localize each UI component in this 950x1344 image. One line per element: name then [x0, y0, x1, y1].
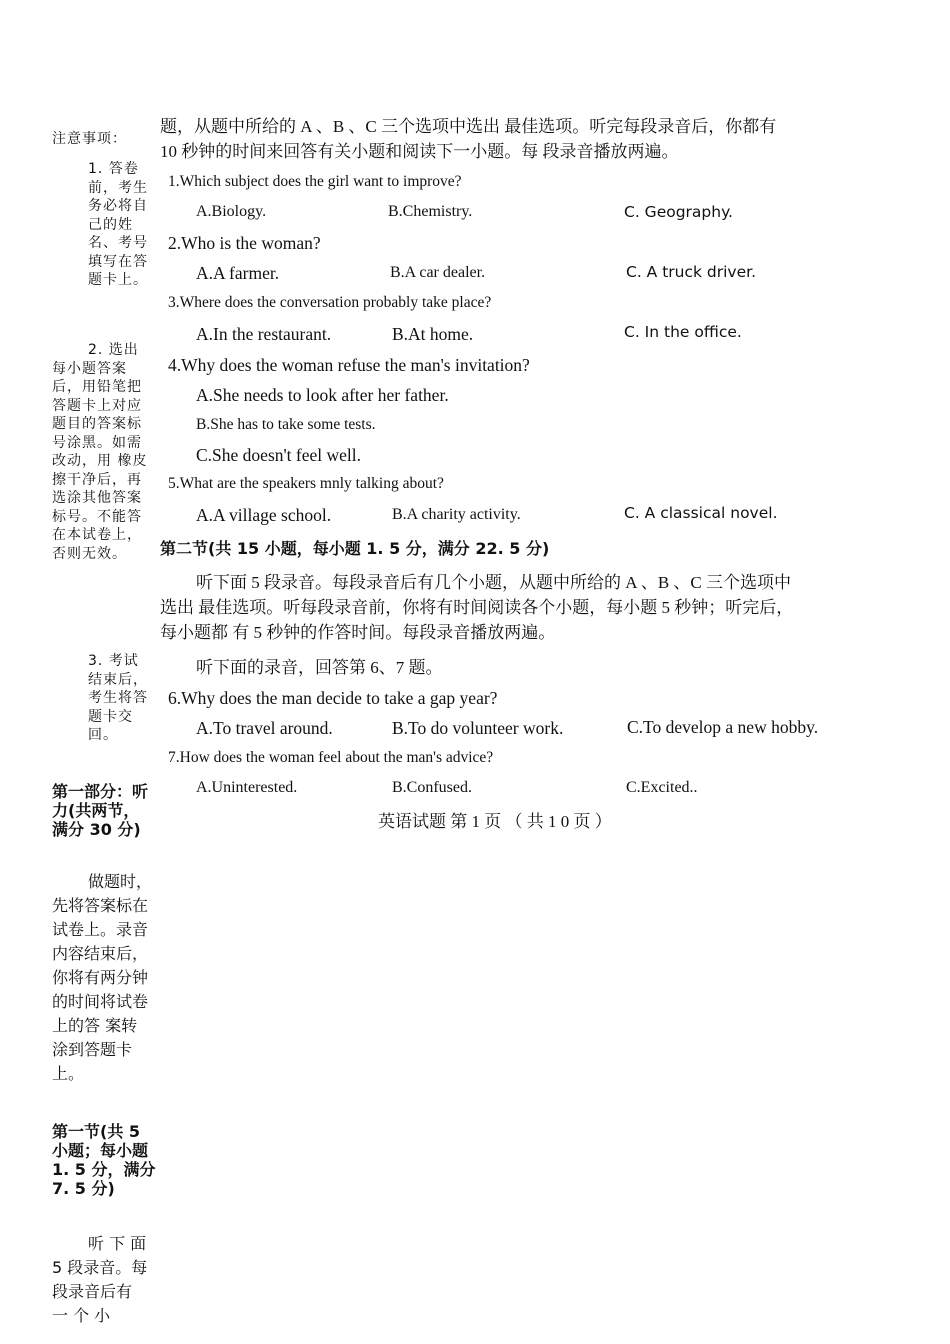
question-6-option-a: A.To travel around. — [196, 718, 333, 738]
question-7-option-c: C.Excited.. — [626, 779, 698, 796]
question-4-option-a: A.She needs to look after her father. — [196, 385, 449, 405]
sub-section-intro: 听下面的录音，回答第 6、7 题。 — [196, 658, 443, 677]
section2-heading: 第二节(共 15 小题，每小题 1. 5 分，满分 22. 5 分) — [160, 539, 550, 558]
section2-instructions-line-2: 选出 最佳选项。听每段录音前，你将有时间阅读各个小题，每小题 5 秒钟；听完后， — [160, 598, 794, 617]
section1-instructions: 听 下 面 5 段录音。每段录音后有 一 个 小 — [52, 1234, 148, 1325]
question-4-option-b: B.She has to take some tests. — [196, 416, 376, 433]
question-4-stem: 4.Why does the woman refuse the man's invitation? — [168, 355, 530, 375]
question-3-option-a: A.In the restaurant. — [196, 324, 332, 344]
notice-item-2: 2. 选出每小题答案后，用铅笔把答题卡上对应题目的答案标号涂黑。如需改动，用 橡皮擦干净后，再选涂其他答案标号。不能答在本试卷上，否则无效。 — [52, 342, 148, 562]
section2-instructions-line-3: 每小题都 有 5 秒钟的作答时间。每段录音播放两遍。 — [160, 623, 556, 642]
question-5-option-c: C. A classical novel. — [624, 504, 778, 522]
question-2-option-b: B.A car dealer. — [390, 264, 486, 281]
question-7-stem: 7.How does the woman feel about the man's advice? — [168, 749, 494, 766]
question-3-option-b: B.At home. — [392, 324, 474, 344]
question-6-stem: 6.Why does the man decide to take a gap year? — [168, 688, 498, 708]
part1-instructions: 做题时，先将答案标在试卷上。录音内容结束后，你将有两分钟的时间将试卷上的答 案转涂到答题卡上。 — [52, 872, 153, 1083]
part1-heading: 第一部分：听力(共两节，满分 30 分) — [52, 782, 149, 839]
question-2-stem: 2.Who is the woman? — [168, 233, 321, 253]
question-1-option-a: A.Biology. — [196, 203, 267, 220]
question-5-stem: 5.What are the speakers mnly talking about? — [168, 475, 444, 492]
question-3-stem: 3.Where does the conversation probably take place? — [168, 294, 492, 311]
question-4-option-c: C.She doesn't feel well. — [196, 445, 361, 465]
section1-heading: 第一节(共 5 小题；每小题 1. 5 分，满分 7. 5 分) — [52, 1122, 156, 1198]
question-5-option-a: A.A village school. — [196, 505, 332, 525]
question-1-option-b: B.Chemistry. — [388, 203, 473, 220]
question-3-option-c: C. In the office. — [624, 323, 742, 341]
section2-instructions-line-1: 听下面 5 段录音。每段录音后有几个小题，从题中所给的 A 、B 、C 三个选项中 — [196, 573, 792, 592]
question-6-option-c: C.To develop a new hobby. — [627, 717, 819, 737]
question-1-option-c: C. Geography. — [624, 203, 733, 221]
question-7-option-a: A.Uninterested. — [196, 779, 298, 796]
question-5-option-b: B.A charity activity. — [392, 506, 521, 523]
intro-line-1: 题，从题中所给的 A 、B 、C 三个选项中选出 最佳选项。听完每段录音后，你都有 — [160, 117, 777, 136]
notice-item-3: 3. 考试结束后，考生将答题卡交回。 — [88, 653, 148, 743]
notice-title: 注意事项： — [52, 131, 127, 147]
notice-item-1: 1. 答卷前，考生务必将自己的姓名、考号填写在答题卡上。 — [88, 161, 148, 288]
question-6-option-b: B.To do volunteer work. — [392, 718, 564, 738]
question-2-option-c: C. A truck driver. — [626, 263, 757, 281]
page-footer: 英语试题 第 1 页 （ 共 1 0 页 ） — [378, 812, 612, 831]
question-7-option-b: B.Confused. — [392, 779, 472, 796]
question-2-option-a: A.A farmer. — [196, 263, 280, 283]
intro-line-2: 10 秒钟的时间来回答有关小题和阅读下一小题。每 段录音播放两遍。 — [160, 142, 679, 161]
question-1-stem: 1.Which subject does the girl want to improve? — [168, 173, 462, 190]
